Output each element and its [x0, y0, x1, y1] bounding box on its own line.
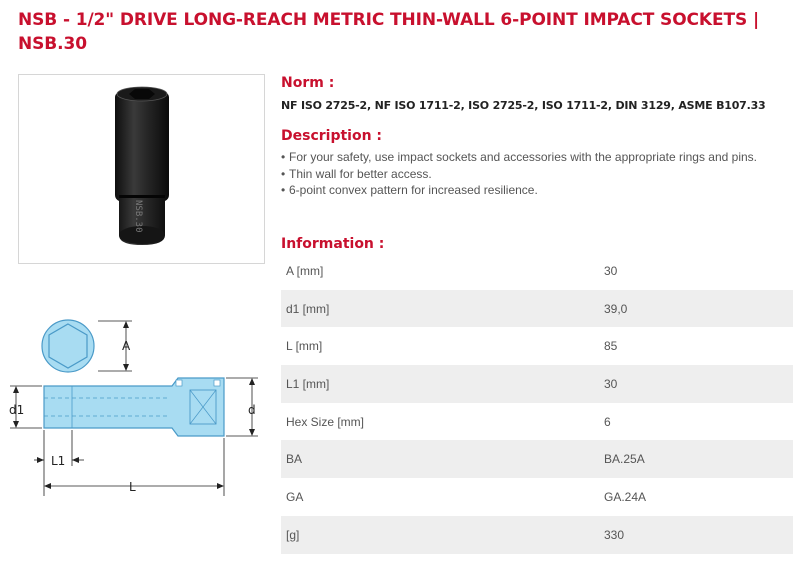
description-item: • 6-point convex pattern for increased resilience. — [281, 183, 538, 197]
product-details — [281, 72, 793, 255]
spec-key: L1 [mm] — [286, 376, 330, 391]
page-title: NSB - 1/2" DRIVE LONG-REACH METRIC THIN-WALL 6-POINT IMPACT SOCKETS | NSB.30 — [18, 10, 760, 54]
table-row — [281, 403, 793, 441]
table-row — [281, 327, 793, 365]
spec-value: 85 — [604, 339, 618, 354]
spec-value: 30 — [604, 376, 618, 391]
dim-label-l: L — [129, 480, 136, 494]
spec-value: 330 — [604, 527, 625, 542]
description-list — [281, 149, 793, 199]
description-item: • Thin wall for better access. — [281, 166, 432, 181]
spec-value: 39,0 — [604, 301, 628, 316]
dim-label-d1: d1 — [9, 403, 25, 417]
norm-heading: Norm : — [281, 75, 335, 91]
spec-value: GA.24A — [604, 489, 647, 504]
spec-key: BA — [286, 452, 303, 467]
socket-side-view — [44, 378, 224, 436]
dim-label-l1: L1 — [51, 454, 66, 468]
table-row — [281, 478, 793, 516]
information-table — [281, 252, 793, 554]
spec-key: GA — [286, 489, 304, 504]
spec-value: 30 — [604, 263, 618, 278]
table-row — [281, 252, 793, 290]
table-row — [281, 440, 793, 478]
bullet: • — [281, 150, 286, 164]
description-heading: Description : — [281, 128, 383, 144]
spec-key: d1 [mm] — [286, 301, 330, 316]
spec-key: A [mm] — [286, 263, 324, 278]
table-row — [281, 290, 793, 328]
spec-value: 6 — [604, 414, 611, 429]
norm-text: NF ISO 2725-2, NF ISO 1711-2, ISO 2725-2, ISO 1711-2, DIN 3129, ASME B107.33 — [281, 99, 766, 112]
information-heading: Information : — [281, 235, 385, 252]
table-row — [281, 516, 793, 554]
product-image[interactable] — [18, 74, 265, 264]
spec-key: Hex Size [mm] — [286, 414, 365, 429]
technical-drawing — [0, 300, 270, 500]
spec-value: BA.25A — [604, 452, 645, 467]
spec-key: [g] — [286, 527, 300, 542]
dim-label-a: A — [122, 339, 131, 353]
description-item: • For your safety, use impact sockets and accessories with the appropriate rings and pins. — [281, 150, 758, 164]
socket-marking: NSB.30 — [133, 200, 143, 233]
table-row — [281, 365, 793, 403]
spec-key: L [mm] — [286, 339, 323, 354]
dim-label-d: d — [248, 403, 256, 417]
bullet: • — [281, 183, 286, 197]
bullet: • — [281, 166, 286, 181]
